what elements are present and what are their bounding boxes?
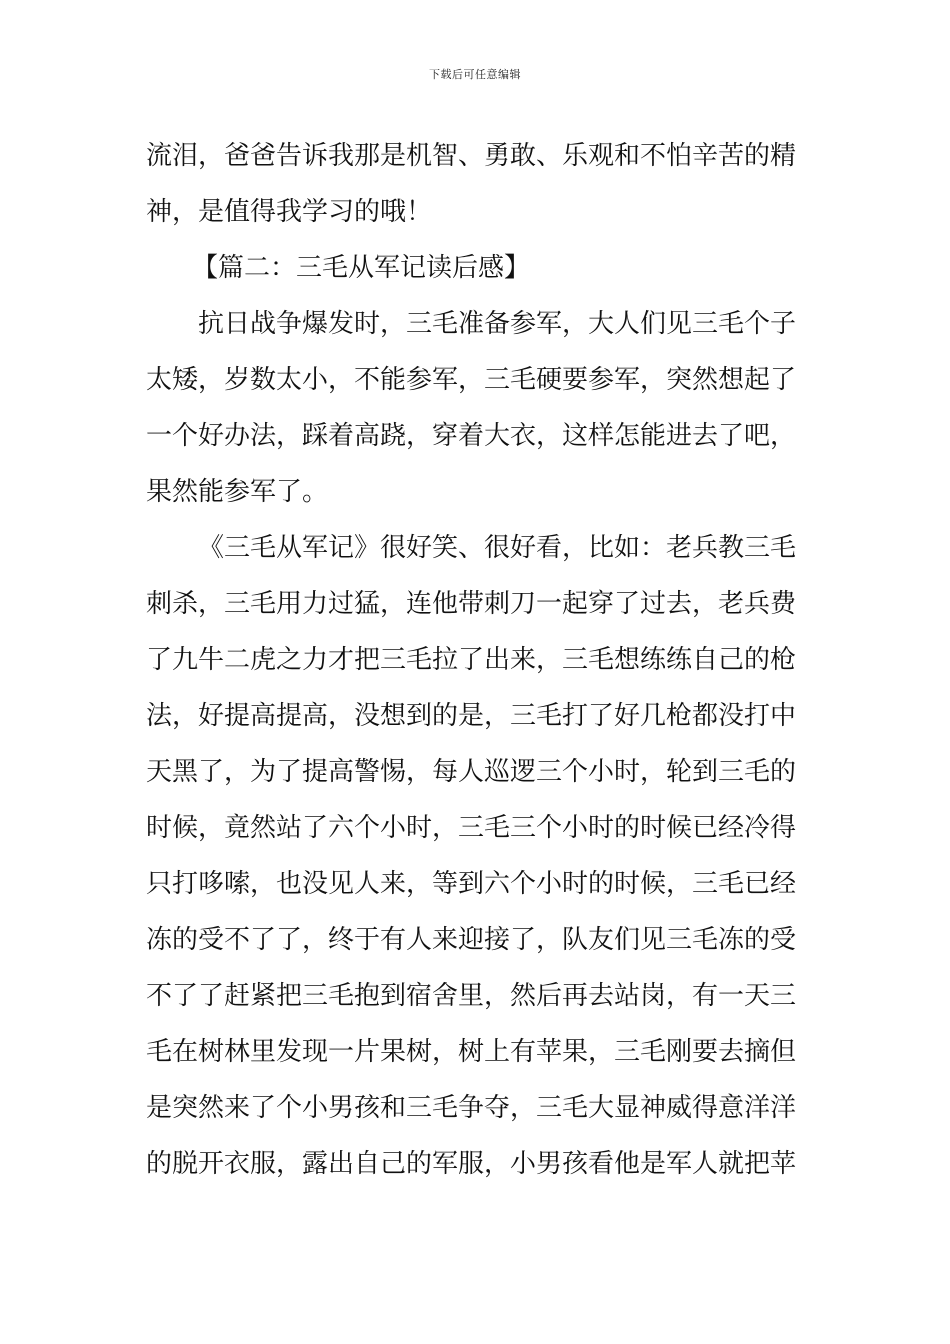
document-body <box>146 128 818 1192</box>
text-line: 只打哆嗦，也没见人来，等到六个小时的时候，三毛已经 <box>146 869 797 899</box>
text-line: 时候，竟然站了六个小时，三毛三个小时的时候已经冷得 <box>146 813 797 843</box>
text-line: 刺杀，三毛用力过猛，连他带刺刀一起穿了过去，老兵费 <box>146 589 797 619</box>
text-line: 冻的受不了了，终于有人来迎接了，队友们见三毛冻的受 <box>146 925 797 955</box>
text-line: 太矮，岁数太小，不能参军，三毛硬要参军，突然想起了 <box>146 365 797 395</box>
text-line: 法，好提高提高，没想到的是，三毛打了好几枪都没打中 <box>146 701 797 731</box>
text-line: 神，是值得我学习的哦！ <box>146 197 433 227</box>
text-line: 流泪，爸爸告诉我那是机智、勇敢、乐观和不怕辛苦的精 <box>146 141 797 171</box>
paragraph-start-line: 抗日战争爆发时，三毛准备参军，大人们见三毛个子 <box>198 309 797 339</box>
text-line: 天黑了，为了提高警惕，每人巡逻三个小时，轮到三毛的 <box>146 757 797 787</box>
paragraph-start-line: 《三毛从军记》很好笑、很好看，比如：老兵教三毛 <box>198 533 797 563</box>
text-line: 的脱开衣服，露出自己的军服，小男孩看他是军人就把苹 <box>146 1149 797 1179</box>
text-line: 不了了赶紧把三毛抱到宿舍里，然后再去站岗，有一天三 <box>146 981 797 1011</box>
text-line: 是突然来了个小男孩和三毛争夺，三毛大显神威得意洋洋 <box>146 1093 797 1123</box>
text-line: 果然能参军了。 <box>146 477 329 507</box>
text-line: 一个好办法，踩着高跷，穿着大衣，这样怎能进去了吧， <box>146 421 797 451</box>
text-line: 了九牛二虎之力才把三毛拉了出来，三毛想练练自己的枪 <box>146 645 797 675</box>
text-line: 毛在树林里发现一片果树，树上有苹果，三毛刚要去摘但 <box>146 1037 797 1067</box>
header-note: 下载后可任意编辑 <box>429 68 521 81</box>
section-heading: 【篇二：三毛从军记读后感】 <box>192 253 531 283</box>
